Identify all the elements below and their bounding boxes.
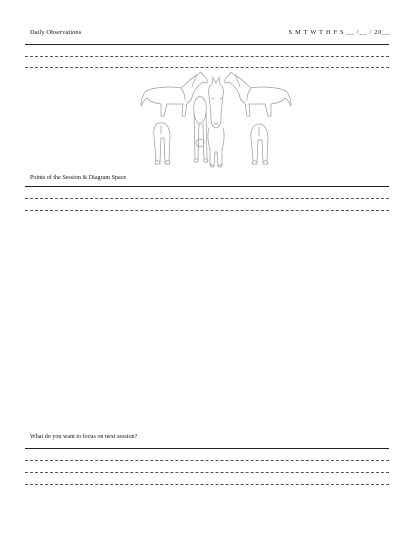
writing-line [25,472,389,473]
page-title: Daily Observations [30,29,82,36]
header-rule [25,44,389,45]
writing-line [25,210,389,211]
writing-line [25,198,389,199]
focus-section-label: What do you want to focus on next session? [30,434,138,440]
horse-anatomy-sketch-icon [137,68,295,170]
writing-line [25,484,389,485]
writing-line [25,460,389,461]
writing-line [25,56,389,57]
date-line: S M T W T H F S __ /__ / 20__ [288,29,390,36]
points-section-label: Points of the Session & Diagram Space [30,175,127,181]
section-rule [25,448,389,449]
section-rule [25,186,389,187]
